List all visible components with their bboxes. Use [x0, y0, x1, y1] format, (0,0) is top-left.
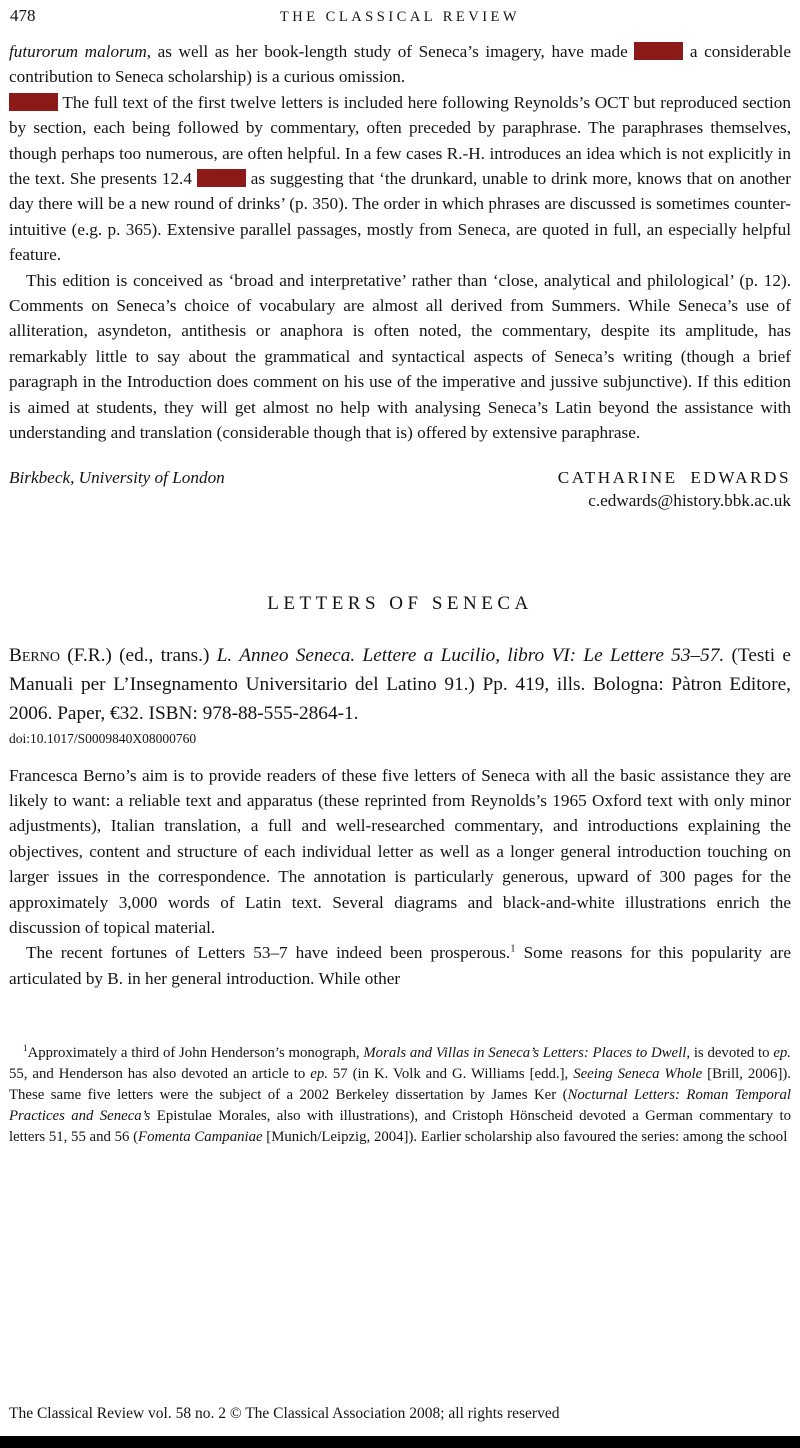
text-run: 1: [23, 1043, 28, 1054]
text-run: The full text of the first twelve letters is included here following Reynolds’s OCT but reproduced section by section, each being followed by commentary, often preceded by paraphrase. The paraphrases themselves, though perhaps too numerous, are often helpful. In a few cases R.-H. introduces an idea which is not explicitly in the text. She presents 12.4: [9, 92, 791, 189]
text-run: Approximately a third of John Henderson’s monograph,: [27, 1045, 364, 1062]
page-bottom-bar: [0, 1436, 800, 1448]
text-run: Nocturnal Letters: Roman Temporal Practices and Seneca’s: [9, 1087, 791, 1125]
review1-paragraph-3: This edition is conceived as ‘broad and interpretative’ rather than ‘close, analytical and philological’ (p. 12). Comments on Seneca’s choice of vocabulary are almost all derived from Summers. While Seneca’s use of alliteration, asyndeton, antithesis or anaphora is often noted, the commentary, despite its amplitude, has remarkably little to say about the grammatical and syntactical aspects of Seneca’s writing (though a brief paragraph in the Introduction does comment on his use of the imperative and jussive subjunctive). If this edition is aimed at students, they will get almost no help with analysing Seneca’s Latin beyond the assistance with understanding and translation (considerable though that is) offered by extensive paraphrase.: [9, 270, 791, 443]
reviewer-name: CATHARINE EDWARDS: [557, 467, 791, 487]
text-run: Epistulae Morales, also with illustrations), and Cristoph Hönscheid devoted a German commentary to letters 51, 55 and 56 (: [9, 1108, 791, 1146]
review2-paragraph-2: [9, 940, 791, 991]
text-run: futurorum malorum: [9, 42, 147, 61]
review2-citation: [9, 641, 791, 728]
text-run: Berno: [9, 644, 60, 666]
text-run: a considerable contribution to Seneca scholarship) is a curious omission.: [9, 42, 791, 87]
text-run: 55, and Henderson has also devoted an article to: [9, 1066, 311, 1083]
footnote-1: [9, 1043, 791, 1148]
doi-line: doi:10.1017/S0009840X08000760: [9, 730, 197, 746]
text-run: [Munich/Leipzig, 2004]). Earlier scholarship also favoured the series: among the school: [262, 1129, 788, 1146]
text-run: 1: [510, 943, 516, 955]
text-run: Seeing Seneca Whole: [573, 1066, 703, 1083]
text-run: ep.: [773, 1045, 791, 1062]
text-run: (F.R.) (ed., trans.): [59, 644, 217, 666]
journal-title: THE CLASSICAL REVIEW: [279, 9, 521, 25]
review2-heading: LETTERS OF SENECA: [267, 592, 533, 614]
text-run: Some reasons for this popularity are articulated by B. in her general introduction. While other: [9, 943, 792, 988]
page-body: [0, 39, 800, 1148]
text-run: (Testi e Manuali per L’Insegnamento Universitario del Latino 91.) Pp. 419, ills. Bologna: Pàtron Editore, 2006. Paper, €32. ISBN: 978-88-555-2864-1.: [9, 644, 791, 724]
text-run: L. Anneo Seneca. Lettere a Lucilio, libro VI: Le Lettere 53–57.: [216, 644, 725, 666]
text-run: ep.: [310, 1066, 328, 1083]
redaction-box: [634, 42, 683, 60]
copyright-line: The Classical Review vol. 58 no. 2 © The Classical Association 2008; all rights reserved: [9, 1405, 560, 1422]
review2-paragraph-1: Francesca Berno’s aim is to provide readers of these five letters of Seneca with all the basic assistance they are likely to want: a reliable text and apparatus (these reprinted from Reynolds’s 1965 Oxford text with only minor adjustments), Italian translation, a full and well-researched commentary, and introductions explaining the objectives, content and structure of each individual letter as well as a longer general introduction touching on larger issues in the correspondence. The annotation is particularly generous, upward of 300 pages for the approximately 3,000 words of Latin text. Several diagrams and black-and-white illustrations enrich the discussion of topical material.: [9, 765, 791, 937]
page-number: 478: [10, 6, 36, 25]
text-run: as suggesting that ‘the drunkard, unable to drink more, knows that on another day there will be a new round of drinks’ (p. 350). The order in which phrases are discussed is sometimes counter-intuitive (e.g. p. 365). Extensive parallel passages, mostly from Seneca, are quoted in full, an especially helpful feature.: [9, 169, 792, 265]
text-run: [Brill, 2006]). These same five letters were the subject of a 2002 Berkeley dissertation by James Ker (: [9, 1066, 792, 1104]
running-head: [0, 0, 800, 26]
text-run: Fomenta Campaniae: [138, 1129, 263, 1146]
reviewer-email: c.edwards@history.bbk.ac.uk: [588, 490, 791, 510]
text-run: 57 (in K. Volk and G. Williams [edd.],: [327, 1066, 574, 1083]
redaction-box: [9, 93, 58, 111]
text-run: , as well as her book-length study of Seneca’s imagery, have made: [146, 42, 635, 61]
review-signature-block: [9, 468, 791, 511]
reviewer-affiliation: Birkbeck, University of London: [9, 467, 225, 487]
redaction-box: [197, 169, 246, 187]
reviewer-identity: [558, 468, 791, 511]
review1-paragraph-continued: [9, 39, 791, 90]
text-run: Morals and Villas in Seneca’s Letters: Places to Dwell: [363, 1045, 687, 1062]
review1-paragraph-2: [9, 90, 791, 268]
text-run: The recent fortunes of Letters 53–7 have indeed been prosperous.: [26, 943, 511, 963]
page-footer: [0, 1405, 800, 1448]
text-run: , is devoted to: [686, 1045, 774, 1062]
